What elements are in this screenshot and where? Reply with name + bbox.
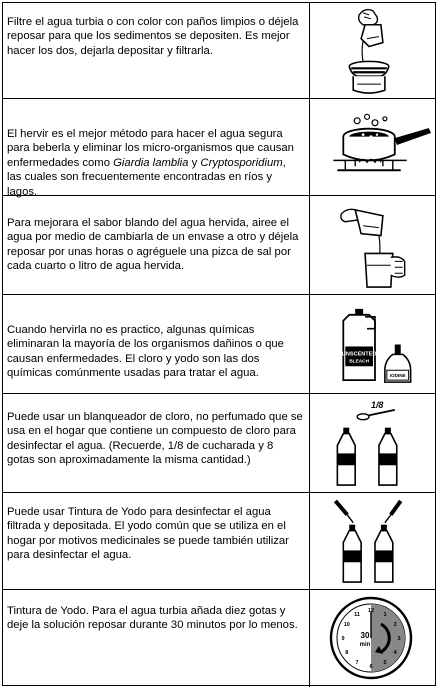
clock-numeral: 7 [355,660,359,667]
clock-numeral: 12 [367,608,375,614]
clock-numeral: 9 [341,636,345,642]
clock-numeral: 10 [343,622,350,628]
clock-numeral: 4 [393,650,397,656]
clock-numeral: 5 [383,660,387,667]
table-row [3,196,435,295]
spoon-over-bottles-icon [311,394,435,492]
droppers-over-bottles-icon [311,493,435,589]
iodine-label: IODINE [389,373,406,379]
clock-label-min: min [359,642,371,648]
bleach-and-iodine-bottles-icon [311,295,435,393]
table-row [3,590,435,687]
row-text: El hervir es el mejor método para hacer el agua segura para beberla y eliminar los micro-organismos que causan enfermedades como Giardia lamblia y Cryptosporidium, las cuales son frecuentemente encontradas en ríos y lagos. [7,128,294,198]
table-row [3,99,435,196]
row-text: Tintura de Yodo. Para el agua turbia añada diez gotas y deje la solución reposar durante 30 minutos por lo menos. [7,605,298,632]
row-text: Filtre el agua turbia o con color con paños limpios o déjela reposar para que los sedimentos se depositen. Es mejor hacer los dos, dejarla depositar y filtrarla. [7,16,299,57]
table-row [3,295,435,394]
instruction-table [2,2,436,686]
table-row [3,3,435,99]
clock-numeral: 11 [354,611,360,618]
row-text: Para mejorara el sabor blando del agua hervida, airee el agua por medio de cambiarla de un envase a otro y déjela reposar por unas horas o agréguele una pizca de sal por cada cuarto o litro de agua hervida. [7,217,299,273]
pouring-water-through-cloth-icon [311,3,435,98]
clock-numeral: 1 [383,611,387,618]
row-text: Puede usar un blanqueador de cloro, no perfumado que se usa en el hogar que contiene un compuesto de cloro para desinfectar el agua. (Recuerde, 1/8 de cucharada y 8 gotas son aproximadamente la misma cantidad.) [7,411,303,467]
table-row [3,493,435,590]
clock-30-min-icon [311,590,435,687]
clock-numeral: 2 [393,622,397,628]
spoon-measure-label: 1/8 [371,399,384,410]
clock-numeral: 6 [369,664,373,670]
clock-numeral: 8 [345,650,349,656]
bleach-label-line1: UNSCENTED [341,351,377,358]
table-row [3,394,435,493]
boiling-pot-icon [311,99,435,195]
row-text: Puede usar Tintura de Yodo para desinfectar el agua filtrada y depositada. El yodo común que se utiliza en el hogar por motivos medicinales se puede también utilizar para desinfectar el agua. [7,506,289,562]
clock-label-30: 30 [360,631,370,640]
clock-numeral: 3 [397,636,401,642]
row-text: Cuando hervirla no es practico, algunas químicas eliminaran la mayoría de los organismos dañinos o que causan enfermedades. El cloro y yodo son las dos químicas comúnmente usadas para tratar el agua. [7,324,284,380]
pouring-between-containers-icon [311,196,435,294]
bleach-label-line2: BLEACH [349,359,370,365]
